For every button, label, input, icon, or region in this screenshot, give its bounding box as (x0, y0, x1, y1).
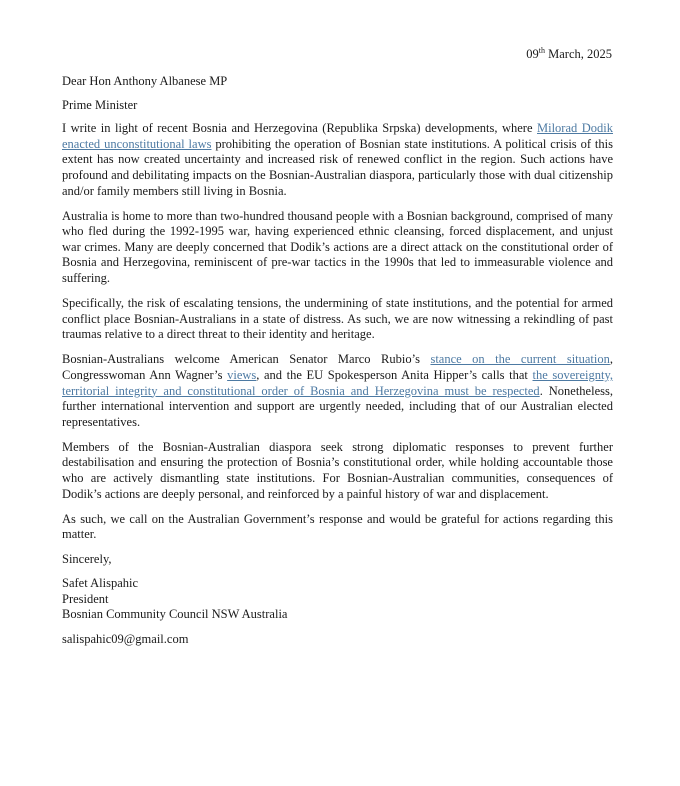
wagner-views-link[interactable]: views (227, 368, 257, 382)
signer-title: President (62, 591, 109, 606)
paragraph-5: Members of the Bosnian-Australian diaspora seek strong diplomatic responses to prevent further destabilisation and ensuring the protection of Bosnia’s constitutional order, while holding accountable those who are actively dismantling state institutions. For Bosnian-Australian communities, consequences of Dodik’s actions are deeply personal, and reinforced by a painful history of war and displacement. (62, 439, 613, 501)
paragraph-2: Australia is home to more than two-hundred thousand people with a Bosnian background, comprised of many who fled during the 1992-1995 war, having experienced ethnic cleansing, forced displacement, and unjust war crimes. Many are deeply concerned that Dodik’s actions are a direct attack on the constitutional order of Bosnia and Herzegovina, reminiscent of pre-war tactics in the 1990s that led to immeasurable violence and suffering. (62, 208, 613, 286)
signature-block (62, 576, 613, 647)
p4-text-d: . Nonetheless, further international intervention and support are urgently needed, including that of our Australian elected representatives. (62, 383, 613, 429)
salutation: Dear Hon Anthony Albanese MP (62, 74, 228, 88)
date-rest: March, 2025 (545, 47, 612, 61)
eu-sovereignty-link[interactable]: the sovereignty, territorial integrity and constitutional order of Bosnia and Herzegovina must be respected (62, 368, 614, 398)
date-day: 09 (526, 47, 539, 61)
signer-name: Safet Alispahic (62, 576, 139, 591)
p4-text-a: Bosnian-Australians welcome American Senator Marco Rubio’s (62, 352, 431, 367)
p4-text-c: , and the EU Spokesperson Anita Hipper’s calls that (256, 368, 533, 382)
closing: Sincerely, (62, 552, 112, 567)
email-address: salispahic09@gmail.com (62, 631, 189, 646)
paragraph-1 (62, 121, 613, 199)
recipient-title: Prime Minister (62, 97, 138, 112)
organisation: Bosnian Community Council NSW Australia (62, 607, 288, 622)
p1-text-b: prohibiting the operation of Bosnian state institutions. A political crisis of this extent has now created uncertainty and increased risk of renewed conflict in the region. Such actions have profound and debilitating impacts on the Bosnian-Australian diaspora, particularly those with dual citizenship and/or family members still living in Bosnia. (62, 136, 613, 198)
p4-text-b: , Congresswoman Ann Wagner’s (62, 352, 614, 382)
paragraph-6: As such, we call on the Australian Government’s response and would be grateful for actions regarding this matter. (62, 511, 613, 542)
date-suffix: th (538, 45, 545, 55)
dodik-laws-link[interactable]: Milorad Dodik enacted unconstitutional laws (62, 121, 613, 151)
paragraph-4 (62, 352, 613, 430)
p1-text-a: I write in light of recent Bosnia and Herzegovina (Republika Srpska) developments, where (62, 121, 537, 136)
rubio-stance-link[interactable]: stance on the current situation (430, 352, 610, 367)
letter-body (62, 74, 613, 647)
letter-date (526, 46, 612, 62)
paragraph-3: Specifically, the risk of escalating tensions, the undermining of state institutions, and the potential for armed conflict place Bosnian-Australians in a state of distress. As such, we are now witnessing a rekindling of past traumas relative to a direct threat to their identity and heritage. (62, 296, 613, 342)
